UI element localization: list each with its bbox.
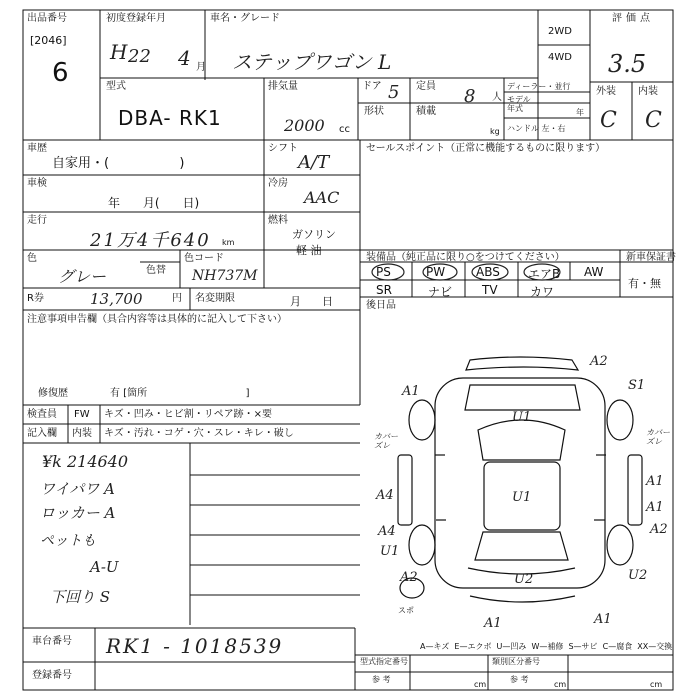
- cm-1: cm: [474, 680, 487, 689]
- car-diagram: [398, 357, 642, 602]
- chassis-value: RK1 - 1018539: [106, 634, 284, 658]
- mark-a1-right: A1: [646, 474, 664, 489]
- car-name-value: ステップワゴン L: [232, 50, 392, 74]
- note-2: ワイパワ A: [40, 480, 115, 498]
- displacement-value: 2000: [284, 116, 325, 135]
- note-3: ロッカー A: [40, 504, 116, 522]
- mark-a2-top: A2: [590, 354, 608, 369]
- grade-label: 評価点: [612, 13, 654, 24]
- fw-items: キズ・凹み・ヒビ割・リペア跡・×要: [104, 409, 272, 420]
- reg-month: 4: [178, 46, 191, 70]
- shift-label: シフト: [268, 143, 298, 154]
- note-6: 下回り S: [50, 588, 111, 606]
- interior-grade: C: [645, 108, 662, 133]
- mark-u1-left: U1: [380, 544, 400, 559]
- mark-cover-right: カバー ズレ: [646, 428, 670, 446]
- interior-label: 内装: [638, 86, 658, 97]
- color-code-label: 色コード: [184, 253, 224, 264]
- color-change-label: 色替: [146, 265, 166, 276]
- mark-s1: S1: [628, 378, 646, 393]
- inspection-text: 年 月( 日): [108, 196, 200, 210]
- fuel-gasoline: ガソリン: [292, 228, 336, 241]
- equip-abs: ABS: [476, 265, 500, 279]
- model-year-unit: 年: [576, 108, 584, 117]
- mark-cover-left: カバー ズレ: [374, 432, 398, 450]
- dealer-label: ディーラー・並行: [507, 82, 571, 91]
- equip-aw: AW: [584, 265, 604, 279]
- reg-month-suffix: 月: [196, 62, 206, 73]
- class-label: 類別区分番号: [492, 657, 540, 666]
- recycle-unit: 円: [172, 293, 182, 304]
- reg-no-label: 登録番号: [32, 670, 72, 681]
- model-year-label: モデル 年式: [507, 95, 531, 113]
- displacement-unit: cc: [339, 124, 350, 135]
- int-items: キズ・汚れ・コゲ・穴・スレ・キレ・破し: [104, 428, 294, 439]
- mark-a2-rear: A2: [400, 570, 418, 585]
- model-label: 型式: [106, 81, 126, 92]
- reg-era: H: [110, 40, 128, 64]
- inspection-label: 車検: [27, 178, 47, 189]
- color-value: グレー: [58, 267, 107, 286]
- cm-2: cm: [554, 680, 567, 689]
- exterior-grade: C: [600, 108, 617, 133]
- capacity-value: 8: [464, 86, 476, 107]
- mark-a4-left: A4: [376, 488, 394, 503]
- drive-2wd: 2WD: [548, 26, 572, 37]
- repair-label: 修復歴: [38, 388, 68, 399]
- color-code: NH737M: [192, 268, 258, 284]
- mark-a2-right: A2: [650, 522, 668, 537]
- note-4: ペットも: [40, 533, 96, 549]
- aircon-value: AAC: [304, 188, 340, 207]
- type-spec-label: 型式指定番号: [360, 657, 408, 666]
- exterior-label: 外装: [596, 86, 616, 97]
- name-change-text: 月 日: [290, 295, 333, 308]
- car-name-label: 車名・グレード: [210, 13, 280, 24]
- mark-u2-right: U2: [628, 568, 648, 583]
- equipment-circles: [366, 262, 606, 282]
- grade-value: 3.5: [608, 50, 647, 78]
- lot-label: 出品番号: [27, 13, 67, 24]
- shift-value: A/T: [298, 152, 330, 173]
- warranty-value: 有・無: [628, 277, 661, 290]
- mark-u2-rear: U2: [514, 572, 534, 587]
- fuel-label: 燃料: [268, 215, 288, 226]
- mark-u1-hood: U1: [512, 410, 532, 425]
- mark-a1-fl: A1: [402, 384, 420, 399]
- equip-airbag: エアB: [528, 267, 561, 281]
- load-label: 積載: [416, 106, 436, 117]
- legend: A—キズ E—エクボ U—凹み W—補修 S—サビ C—腐食 XX—交換: [420, 642, 673, 651]
- doors-value: 5: [388, 82, 400, 103]
- entry-label: 記入欄: [27, 428, 57, 439]
- equip-sr: SR: [376, 283, 392, 297]
- drive-4wd: 4WD: [548, 52, 572, 63]
- lot-code: [2046]: [30, 34, 67, 47]
- recycle-value: 13,700: [90, 290, 143, 308]
- lot-number: 6: [52, 58, 69, 88]
- equip-navi: ナビ: [428, 285, 453, 299]
- note-5: A-U: [90, 558, 119, 576]
- mark-u1-roof: U1: [512, 490, 532, 505]
- inspector-label: 検査員: [27, 409, 57, 420]
- int-label: 内装: [72, 428, 92, 439]
- displacement-label: 排気量: [268, 81, 298, 92]
- ref-1: 参 考: [372, 675, 391, 684]
- notes-label: 注意事項申告欄（具合内容等は具体的に記入して下さい）: [27, 314, 287, 325]
- equip-tv: TV: [482, 283, 498, 297]
- recycle-label: R券: [27, 293, 44, 304]
- capacity-label: 定員: [416, 81, 436, 92]
- mileage-label: 走行: [27, 215, 47, 226]
- model-value: DBA- RK1: [118, 106, 222, 130]
- repair-text: 有 [箇所 ]: [110, 388, 250, 399]
- name-change-label: 名変期限: [195, 293, 235, 304]
- equip-ps: PS: [376, 265, 391, 279]
- aircon-label: 冷房: [268, 178, 288, 189]
- warranty-label: 新車保証書: [626, 252, 676, 263]
- equip-pw: PW: [426, 265, 446, 279]
- doors-label: ドア: [362, 81, 382, 92]
- equipment-label: 装備品（純正品に限り○をつけてください）: [366, 252, 565, 263]
- usage-label: 車歴: [27, 143, 47, 154]
- fw-label: FW: [74, 409, 90, 420]
- color-label: 色: [27, 253, 37, 264]
- mark-a1-right2: A1: [646, 500, 664, 515]
- back-seat-label: 後日品: [366, 300, 396, 311]
- fuel-diesel: 軽 油: [296, 244, 322, 257]
- reg-year: 22: [128, 46, 151, 67]
- ref-2: 参 考: [510, 675, 529, 684]
- mark-a1-bottom: A1: [484, 616, 502, 631]
- mileage-value: 21万4千640: [90, 230, 211, 251]
- equip-leather: カワ: [530, 285, 555, 299]
- load-unit: kg: [490, 127, 500, 136]
- capacity-unit: 人: [492, 92, 502, 103]
- usage-value: 自家用・( ): [52, 156, 185, 171]
- sales-label: セールスポイント（正常に機能するものに限ります）: [366, 143, 606, 154]
- mark-a4-left2: A4: [378, 524, 396, 539]
- mark-a1-bottom2: A1: [594, 612, 612, 627]
- shape-label: 形状: [364, 106, 384, 117]
- handle-label: ハンドル 左・右: [507, 124, 566, 133]
- mark-spoiler: スポ: [398, 606, 414, 615]
- chassis-label: 車台番号: [32, 636, 72, 647]
- mileage-unit: km: [222, 238, 235, 247]
- reg-year-label: 初度登録年月: [106, 13, 166, 24]
- note-1: ¥k 214640: [42, 452, 129, 471]
- cm-3: cm: [650, 680, 663, 689]
